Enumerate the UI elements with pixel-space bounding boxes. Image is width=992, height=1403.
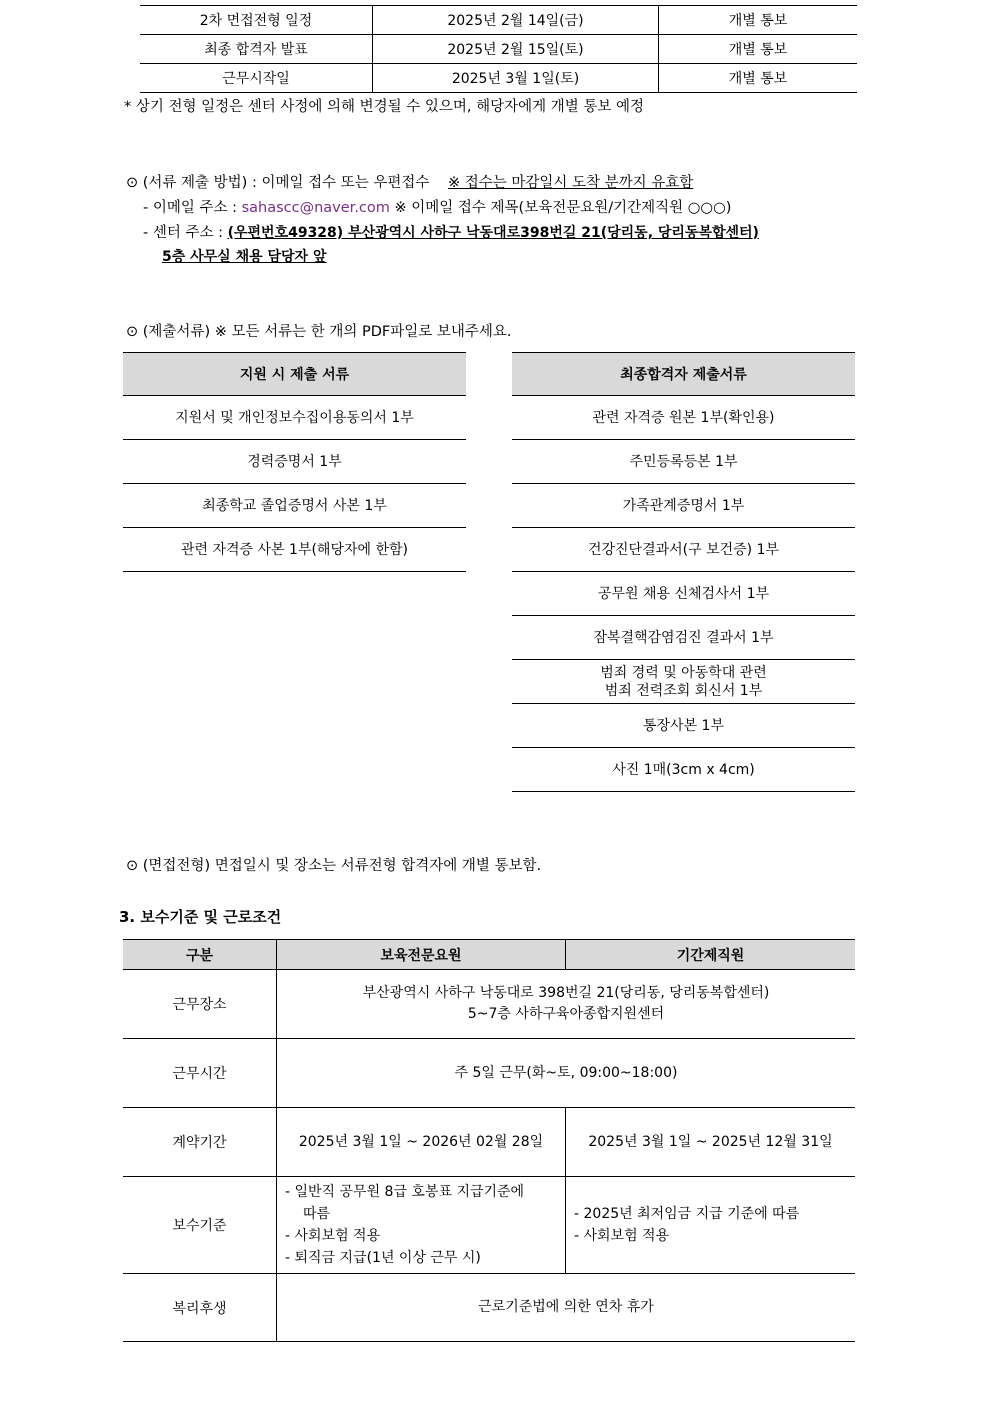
pay-b-line: - 2025년 최저임금 지급 기준에 따름: [574, 1206, 800, 1222]
address-label: - 센터 주소 :: [143, 225, 223, 241]
final-documents-header: 최종합격자 제출서류: [512, 352, 855, 396]
list-item: 범죄 경력 및 아동학대 관련 범죄 전력조회 회신서 1부: [512, 660, 855, 704]
documents-heading-line: [126, 320, 512, 341]
address-line2: 5층 사무실 채용 담당자 앞: [162, 249, 327, 265]
schedule-item: 2차 면접전형 일정: [140, 6, 373, 35]
list-item: 공무원 채용 신체검사서 1부: [512, 572, 855, 616]
pay-a-line: - 일반직 공무원 8급 호봉표 지급기준에: [285, 1184, 525, 1200]
final-documents-list: [512, 352, 855, 792]
submit-note: ※ 접수는 마감일시 도착 분까지 유효함: [447, 175, 694, 191]
table-header-row: [123, 940, 855, 970]
submit-heading: (서류 제출 방법) : 이메일 접수 또는 우편접수: [142, 175, 430, 191]
schedule-notice: 개별 통보: [659, 64, 858, 93]
schedule-item: 최종 합격자 발표: [140, 35, 373, 64]
schedule-item: 근무시작일: [140, 64, 373, 93]
place-line1: 부산광역시 사하구 낙동대로 398번길 21(당리동, 당리동복합센터): [362, 985, 770, 1001]
list-item: 가족관계증명서 1부: [512, 484, 855, 528]
address-line: [143, 221, 759, 242]
row-label: 계약기간: [123, 1108, 277, 1177]
bullet-icon: ⊙: [126, 858, 139, 874]
table-row: [123, 1039, 855, 1108]
column-header: 보육전문요원: [277, 940, 566, 970]
row-label: 근무시간: [123, 1039, 277, 1108]
place-cell: [277, 970, 856, 1039]
welfare-cell: 근로기준법에 의한 연차 휴가: [277, 1274, 856, 1342]
apply-documents-list: [123, 352, 466, 572]
list-item: 잠복결핵감염검진 결과서 1부: [512, 616, 855, 660]
apply-documents-header: 지원 시 제출 서류: [123, 352, 466, 396]
schedule-note: * 상기 전형 일정은 센터 사정에 의해 변경될 수 있으며, 해당자에게 개별 통보 예정: [124, 99, 644, 115]
email-subject: ※ 이메일 접수 제목(보육전문요원/기간제직원 ○○○): [394, 200, 732, 216]
pay-a-cell: [277, 1177, 566, 1274]
bullet-icon: ⊙: [126, 324, 139, 340]
row-label: 복리후생: [123, 1274, 277, 1342]
list-item: 사진 1매(3cm x 4cm): [512, 748, 855, 792]
list-item: 경력증명서 1부: [123, 440, 466, 484]
interview-text: (면접전형) 면접일시 및 장소는 서류전형 합격자에 개별 통보함.: [142, 858, 542, 874]
table-row: [140, 6, 857, 35]
table-row: [140, 35, 857, 64]
column-header: 기간제직원: [566, 940, 856, 970]
address-line1: (우편번호49328) 부산광역시 사하구 낙동대로398번길 21(당리동, 당리동복합센터): [227, 225, 759, 241]
pay-b-cell: [566, 1177, 856, 1274]
email-line: [143, 196, 731, 217]
pay-a-line: - 사회보험 적용: [285, 1228, 381, 1244]
schedule-date: 2025년 2월 15일(토): [373, 35, 659, 64]
pay-a-line: 따름: [303, 1206, 331, 1222]
table-row: [123, 970, 855, 1039]
email-link[interactable]: sahascc@naver.com: [241, 200, 390, 216]
column-header: 구분: [123, 940, 277, 970]
list-item: 건강진단결과서(구 보건증) 1부: [512, 528, 855, 572]
list-item: 관련 자격증 사본 1부(해당자에 한함): [123, 528, 466, 572]
conditions-table: [123, 939, 855, 1342]
list-item: 통장사본 1부: [512, 704, 855, 748]
place-line2: 5~7층 사하구육아종합지원센터: [467, 1006, 665, 1022]
row-label: 보수기준: [123, 1177, 277, 1274]
contract-b-cell: 2025년 3월 1일 ~ 2025년 12월 31일: [566, 1108, 856, 1177]
section-title: 3. 보수기준 및 근로조건: [119, 908, 282, 926]
schedule-table: [140, 5, 857, 93]
hours-cell: 주 5일 근무(화~토, 09:00~18:00): [277, 1039, 856, 1108]
list-item: 지원서 및 개인정보수집이용동의서 1부: [123, 396, 466, 440]
row-label: 근무장소: [123, 970, 277, 1039]
pay-a-line: - 퇴직금 지급(1년 이상 근무 시): [285, 1250, 481, 1266]
table-row: [140, 64, 857, 93]
list-item: 최종학교 졸업증명서 사본 1부: [123, 484, 466, 528]
pay-b-line: - 사회보험 적용: [574, 1228, 670, 1244]
list-item: 주민등록등본 1부: [512, 440, 855, 484]
submit-heading-line: [126, 171, 693, 192]
schedule-notice: 개별 통보: [659, 6, 858, 35]
table-row: [123, 1108, 855, 1177]
schedule-notice: 개별 통보: [659, 35, 858, 64]
email-label: - 이메일 주소 :: [143, 200, 237, 216]
schedule-date: 2025년 2월 14일(금): [373, 6, 659, 35]
schedule-date: 2025년 3월 1일(토): [373, 64, 659, 93]
table-row: [123, 1177, 855, 1274]
table-row: [123, 1274, 855, 1342]
list-item: 관련 자격증 원본 1부(확인용): [512, 396, 855, 440]
bullet-icon: ⊙: [126, 175, 139, 191]
interview-line: [126, 854, 541, 875]
documents-heading: (제출서류) ※ 모든 서류는 한 개의 PDF파일로 보내주세요.: [142, 324, 512, 340]
contract-a-cell: 2025년 3월 1일 ~ 2026년 02월 28일: [277, 1108, 566, 1177]
